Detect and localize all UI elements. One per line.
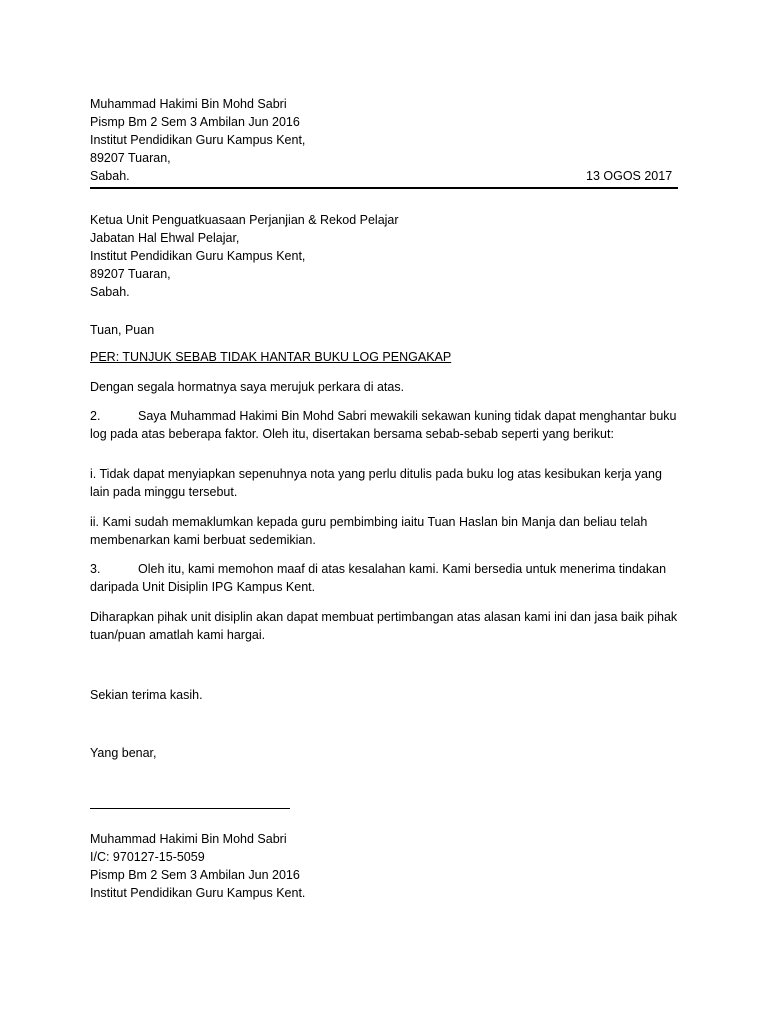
recipient-postcode-city: 89207 Tuaran,: [90, 267, 171, 281]
signature-block: [90, 830, 678, 902]
recipient-state: Sabah.: [90, 285, 130, 299]
paragraph-number: 2.: [90, 409, 101, 423]
signer-ic: I/C: 970127-15-5059: [90, 850, 205, 864]
recipient-department: Jabatan Hal Ehwal Pelajar,: [90, 231, 240, 245]
subject-line: PER: TUNJUK SEBAB TIDAK HANTAR BUKU LOG PENGAKAP: [90, 350, 452, 364]
sender-postcode-city: 89207 Tuaran,: [90, 151, 171, 165]
signature-line: [90, 808, 290, 809]
header-divider: [90, 187, 678, 189]
paragraph-number: 3.: [90, 562, 101, 576]
paragraph-text: Oleh itu, kami memohon maaf di atas kesalahan kami. Kami bersedia untuk menerima tindakan: [138, 562, 667, 576]
sender-institution: Institut Pendidikan Guru Kampus Kent,: [90, 133, 306, 147]
closing-signoff: Yang benar,: [90, 746, 157, 760]
signer-name: Muhammad Hakimi Bin Mohd Sabri: [90, 832, 287, 846]
sender-state: Sabah.: [90, 169, 130, 183]
recipient-address: [90, 211, 678, 301]
paragraph-3: [90, 560, 678, 596]
paragraph-text: log pada atas beberapa faktor. Oleh itu, disertakan bersama sebab-sebab seperti yang berikut:: [90, 427, 614, 441]
sender-name: Muhammad Hakimi Bin Mohd Sabri: [90, 97, 287, 111]
paragraph-text: Saya Muhammad Hakimi Bin Mohd Sabri mewakili sekawan kuning tidak dapat menghantar buku: [138, 409, 677, 423]
closing-thanks: Sekian terima kasih.: [90, 688, 203, 702]
reason-2: ii. Kami sudah memaklumkan kepada guru pembimbing iaitu Tuan Haslan bin Manja dan beliau telah membenarkan kami berbuat sedemikian.: [90, 515, 648, 547]
paragraph-2: [90, 407, 678, 443]
salutation: Tuan, Puan: [90, 323, 155, 337]
reason-1: i. Tidak dapat menyiapkan sepenuhnya nota yang perlu ditulis pada buku log atas kesibukan kerja yang lain pada minggu tersebut.: [90, 467, 662, 499]
signer-program: Pismp Bm 2 Sem 3 Ambilan Jun 2016: [90, 868, 300, 882]
sender-program: Pismp Bm 2 Sem 3 Ambilan Jun 2016: [90, 115, 300, 129]
signer-institution: Institut Pendidikan Guru Kampus Kent.: [90, 886, 306, 900]
paragraph-4: Diharapkan pihak unit disiplin akan dapat membuat pertimbangan atas alasan kami ini dan jasa baik pihak tuan/puan amatlah kami hargai.: [90, 610, 678, 642]
recipient-institution: Institut Pendidikan Guru Kampus Kent,: [90, 249, 306, 263]
opening-paragraph: Dengan segala hormatnya saya merujuk perkara di atas.: [90, 380, 405, 394]
letter-date: 13 OGOS 2017: [586, 169, 673, 183]
paragraph-text: daripada Unit Disiplin IPG Kampus Kent.: [90, 580, 316, 594]
recipient-title: Ketua Unit Penguatkuasaan Perjanjian & Rekod Pelajar: [90, 213, 399, 227]
